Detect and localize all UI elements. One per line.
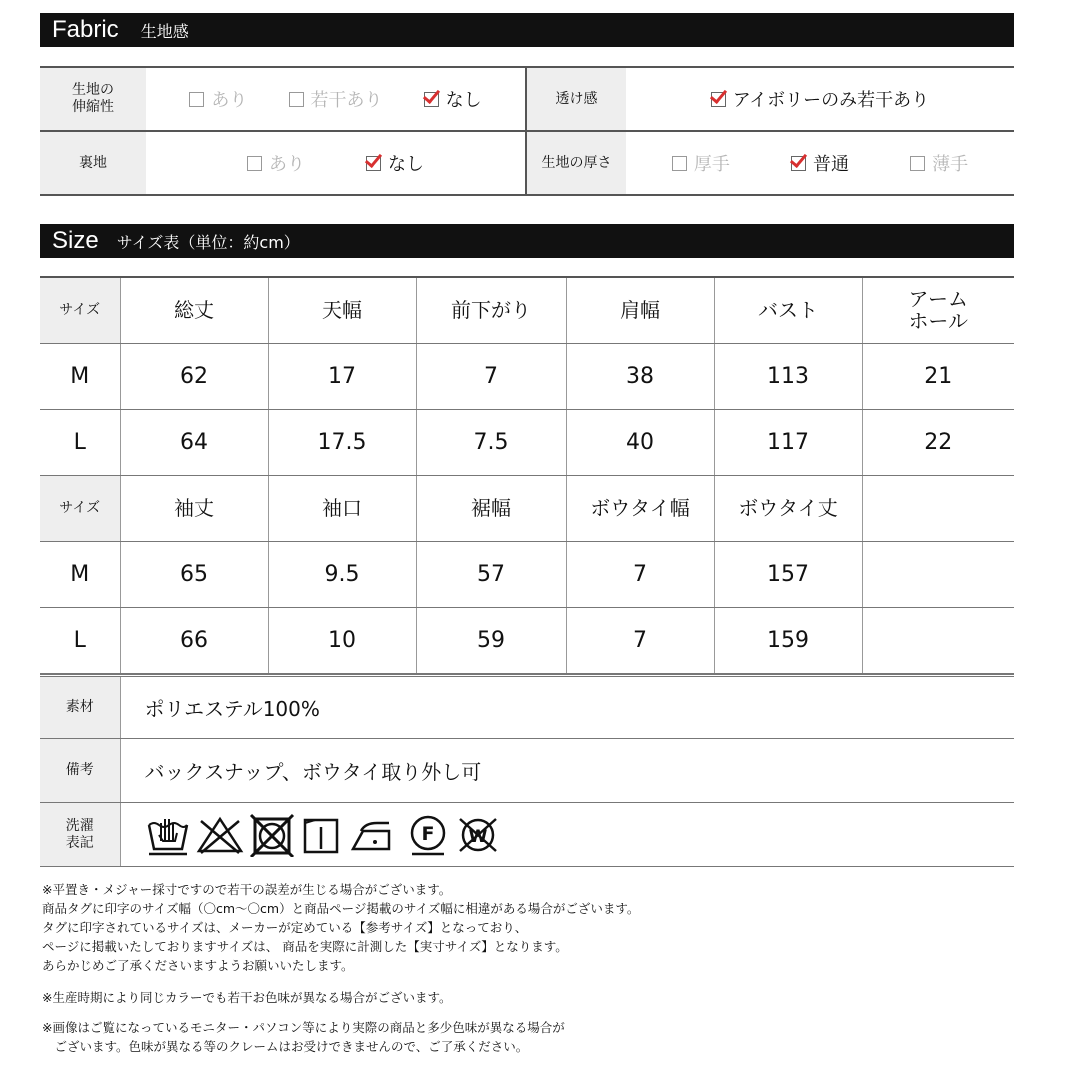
no-bleach-icon: [195, 813, 245, 857]
size-column-header: バスト: [714, 277, 862, 343]
svg-text:F: F: [421, 822, 434, 845]
care-symbols: [120, 803, 1014, 867]
size-column-header: ボウタイ幅: [566, 475, 714, 541]
material-value: ポリエステル100%: [120, 676, 1014, 739]
size-label-header: サイズ: [40, 475, 120, 541]
size-value-cell: 113: [714, 343, 862, 409]
note-line: タグに印字されているサイズは、メーカーが定めている【参考サイズ】となっており、: [42, 920, 528, 935]
size-label-cell: L: [40, 607, 120, 673]
notes-group-3: [42, 1018, 565, 1056]
size-column-header: 天幅: [268, 277, 416, 343]
notes-group-2: [42, 988, 451, 1007]
fabric-title-en: Fabric: [52, 16, 119, 43]
thickness-label: 生地の厚さ: [526, 131, 626, 195]
note-line: ページに掲載いたしておりますサイズは、 商品を実際に計測した【実寸サイズ】となります。: [42, 939, 568, 954]
size-value-cell: 38: [566, 343, 714, 409]
size-header-row: [40, 475, 1014, 541]
remarks-row: [40, 739, 1014, 803]
lining-option-yes: あり: [247, 154, 305, 175]
checkbox-checked-icon: [424, 92, 439, 107]
size-section-header: [40, 224, 1014, 258]
remarks-value: バックスナップ、ボウタイ取り外し可: [120, 739, 1014, 803]
sheer-option-ivory: アイボリーのみ若干あり: [711, 90, 929, 111]
checkbox-empty-icon: [289, 92, 304, 107]
size-column-header: 裾幅: [416, 475, 566, 541]
size-title-jp: サイズ表（単位：約cm）: [116, 232, 300, 252]
checkbox-empty-icon: [910, 156, 925, 171]
checkbox-checked-icon: [791, 156, 806, 171]
size-value-cell: [862, 607, 1014, 673]
size-value-cell: 40: [566, 409, 714, 475]
size-label-header: サイズ: [40, 277, 120, 343]
size-value-cell: 17: [268, 343, 416, 409]
size-value-cell: 157: [714, 541, 862, 607]
stretch-option-slight: 若干あり: [289, 90, 383, 111]
fabric-table: [40, 66, 1014, 196]
size-data-row: [40, 343, 1014, 409]
size-label-cell: M: [40, 541, 120, 607]
care-row: [40, 803, 1014, 867]
stretch-option-yes: あり: [189, 90, 247, 111]
size-value-cell: 65: [120, 541, 268, 607]
note-line: あらかじめご了承くださいますようお願いいたします。: [42, 958, 354, 973]
notes-group-1: [42, 880, 639, 975]
material-label: 素材: [40, 676, 120, 739]
stretch-label: 生地の 伸縮性: [40, 67, 146, 131]
lining-label: 裏地: [40, 131, 146, 195]
size-value-cell: 64: [120, 409, 268, 475]
no-tumble-dry-icon: [249, 813, 295, 857]
size-value-cell: [862, 541, 1014, 607]
size-header-row: [40, 277, 1014, 343]
care-label: 洗濯 表記: [40, 803, 120, 867]
thickness-options: [626, 131, 1014, 195]
material-table: [40, 674, 1014, 867]
size-column-header: 前下がり: [416, 277, 566, 343]
checkbox-empty-icon: [672, 156, 687, 171]
size-column-header: 総丈: [120, 277, 268, 343]
checkbox-checked-icon: [366, 156, 381, 171]
thickness-option-thin: 薄手: [910, 154, 968, 175]
size-value-cell: 7: [566, 607, 714, 673]
checkbox-checked-icon: [711, 92, 726, 107]
size-title-en: Size: [52, 227, 99, 254]
size-column-header: ボウタイ丈: [714, 475, 862, 541]
stretch-options: [146, 67, 526, 131]
material-row: [40, 676, 1014, 739]
size-value-cell: 7: [566, 541, 714, 607]
size-column-header: 肩幅: [566, 277, 714, 343]
size-column-header: [862, 475, 1014, 541]
size-value-cell: 21: [862, 343, 1014, 409]
size-value-cell: 17.5: [268, 409, 416, 475]
fabric-section-header: [40, 13, 1014, 47]
size-label-cell: M: [40, 343, 120, 409]
no-wet-clean-icon: [455, 813, 501, 857]
lining-options: [146, 131, 526, 195]
sheer-options: [626, 67, 1014, 131]
note-line: ※画像はご覧になっているモニター・パソコン等により実際の商品と多少色味が異なる場合が: [42, 1020, 565, 1035]
size-table: [40, 276, 1014, 674]
sheer-label: 透け感: [526, 67, 626, 131]
size-value-cell: 159: [714, 607, 862, 673]
lining-option-none: なし: [366, 154, 424, 175]
note-line: ございます。色味が異なる等のクレームはお受けできませんので、ご了承ください。: [42, 1039, 529, 1054]
remarks-label: 備考: [40, 739, 120, 803]
checkbox-empty-icon: [189, 92, 204, 107]
size-value-cell: 7: [416, 343, 566, 409]
iron-low-icon: [347, 813, 401, 857]
size-value-cell: 57: [416, 541, 566, 607]
hand-wash-icon: [145, 813, 191, 857]
size-data-row: [40, 409, 1014, 475]
svg-text:W: W: [468, 826, 487, 847]
thickness-option-normal: 普通: [791, 154, 849, 175]
size-value-cell: 7.5: [416, 409, 566, 475]
fabric-row-stretch: [40, 67, 1014, 131]
size-data-row: [40, 607, 1014, 673]
note-line: ※生産時期により同じカラーでも若干お色味が異なる場合がございます。: [42, 990, 452, 1005]
size-value-cell: 59: [416, 607, 566, 673]
fabric-row-lining: [40, 131, 1014, 195]
size-data-row: [40, 541, 1014, 607]
size-column-header: アーム ホール: [862, 277, 1014, 343]
size-value-cell: 9.5: [268, 541, 416, 607]
size-column-header: 袖口: [268, 475, 416, 541]
fabric-title-jp: 生地感: [140, 21, 189, 41]
dry-clean-f-icon: [405, 813, 451, 857]
size-value-cell: 22: [862, 409, 1014, 475]
line-dry-shade-icon: [299, 813, 343, 857]
size-label-cell: L: [40, 409, 120, 475]
thickness-option-thick: 厚手: [672, 154, 730, 175]
size-value-cell: 66: [120, 607, 268, 673]
stretch-option-none: なし: [424, 90, 482, 111]
note-line: 商品タグに印字のサイズ幅（〇cm〜〇cm）と商品ページ掲載のサイズ幅に相違がある場合がございます。: [42, 901, 640, 916]
size-value-cell: 117: [714, 409, 862, 475]
note-line: ※平置き・メジャー採寸ですので若干の誤差が生じる場合がございます。: [42, 882, 452, 897]
checkbox-empty-icon: [247, 156, 262, 171]
size-value-cell: 10: [268, 607, 416, 673]
size-value-cell: 62: [120, 343, 268, 409]
size-column-header: 袖丈: [120, 475, 268, 541]
